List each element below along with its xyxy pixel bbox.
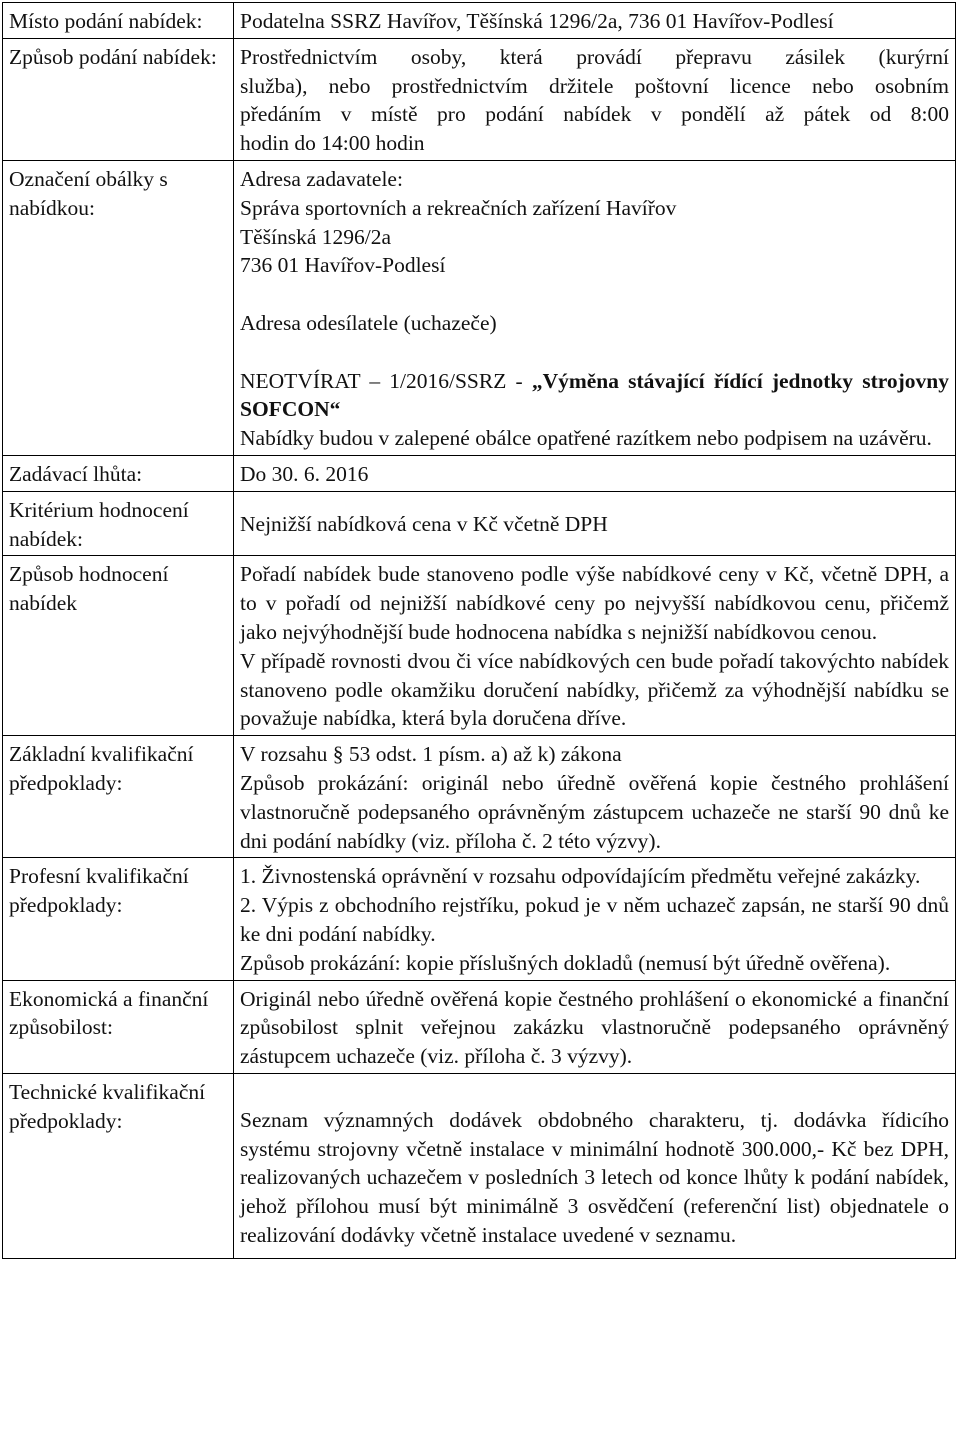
value-zpusob-hodnoceni [234,556,956,736]
spacer [240,280,949,309]
label-misto-podani: Místo podání nabídek: [3,3,234,39]
value-zakladni-kvalifikace [234,736,956,858]
value-ekonomicka-zpusobilost [234,980,956,1073]
value-kriterium: Nejnižší nabídková cena v Kč včetně DPH [234,491,956,556]
paragraph: 2. Výpis z obchodního rejstříku, pokud je v něm uchazeč zapsán, ne starší 90 dnů ke dni podání nabídky. [240,893,949,946]
value-technicke-kvalifikace [234,1073,956,1258]
table-row [3,3,956,39]
seal-note: Nabídky budou v zalepené obálce opatřené razítkem nebo podpisem na uzávěru. [240,426,932,451]
text-line: hodin do 14:00 hodin [240,131,425,156]
text-line: předáním v místě pro podání nabídek v pondělí až pátek od 8:00 [240,102,949,127]
paragraph: Seznam významných dodávek obdobného charakteru, tj. dodávka řídicího systému strojovny včetně instalace v minimální hodnotě 300.000,- Kč bez DPH, realizovaných uchazečem v posledních 3 letech od konce lhůty k podání nabídek, jehož přílohou musí být minimálně 3 osvědčení (referenční list) objednatele o realizování dodávky včetně instalace uvedené v seznamu. [240,1107,949,1248]
table-row [3,556,956,736]
label-oznaceni-obalky: Označení obálky s nabídkou: [3,160,234,455]
paragraph: V případě rovnosti dvou či více nabídkových cen bude pořadí takovýchto nabídek stanoveno podle okamžiku doručení nabídky, přičemž za výhodnější nabídku se považuje nabídka, která byla doručena dříve. [240,648,949,731]
table-row [3,980,956,1073]
text-line: Prostřednictvím osoby, která provádí přepravu zásilek (kurýrní [240,44,949,69]
label-zpusob-hodnoceni: Způsob hodnocení nabídek [3,556,234,736]
paragraph: Originál nebo úředně ověřená kopie čestného prohlášení o ekonomické a finanční způsobilost splnit veřejnou zakázku vlastnoručně podepsaného oprávněný zástupcem uchazeče (viz. příloha č. 3 výzvy). [240,986,949,1069]
label-profesni-kvalifikace: Profesní kvalifikační předpoklady: [3,858,234,980]
value-zpusob-podani [234,38,956,160]
text-line: služba), nebo prostřednictvím držitele poštovní licence nebo osobním [240,73,949,98]
sender-line: Adresa odesílatele (uchazeče) [240,310,497,335]
paragraph: 1. Živnostenská oprávnění v rozsahu odpovídajícím předmětu veřejné zakázky. [240,864,921,889]
neotvirat-prefix: NEOTVÍRAT – 1/2016/SSRZ - [240,368,532,393]
address-line: 736 01 Havířov-Podlesí [240,253,446,278]
table-row [3,858,956,980]
label-zakladni-kvalifikace: Základní kvalifikační předpoklady: [3,736,234,858]
table-row [3,1073,956,1258]
value-zadavaci-lhuta: Do 30. 6. 2016 [234,455,956,491]
address-line: Správa sportovních a rekreačních zařízení Havířov [240,195,677,220]
table-row [3,736,956,858]
label-zpusob-podani: Způsob podání nabídek: [3,38,234,160]
address-line: Těšínská 1296/2a [240,224,392,249]
value-oznaceni-obalky [234,160,956,455]
tender-title: „Výměna stávající řídící jednotky strojovny SOFCON“ [240,368,949,422]
label-zadavaci-lhuta: Zadávací lhůta: [3,455,234,491]
label-kriterium: Kritérium hodnocení nabídek: [3,491,234,556]
spacer [240,338,949,367]
label-technicke-kvalifikace: Technické kvalifikační předpoklady: [3,1073,234,1258]
tender-info-table [2,2,956,1259]
table-row [3,38,956,160]
neotvirat-line [240,367,949,425]
value-profesni-kvalifikace [234,858,956,980]
paragraph: Způsob prokázání: originál nebo úředně ověřená kopie čestného prohlášení vlastnoručně podepsaného oprávněným zástupcem uchazeče ne starší 90 dnů ke dni podání nabídky (viz. příloha č. 2 této výzvy). [240,770,949,853]
table-row [3,160,956,455]
paragraph: Způsob prokázání: kopie příslušných dokladů (nemusí být úředně ověřena). [240,950,891,975]
paragraph: Pořadí nabídek bude stanoveno podle výše nabídkové ceny v Kč, včetně DPH, a to v pořadí od nejnižší nabídkové ceny po nejvyšší nabídkovou cenu, přičemž jako nejvýhodnější bude hodnocena nabídka s nejnižší nabídkovou cenou. [240,562,949,644]
table-row [3,491,956,556]
paragraph: V rozsahu § 53 odst. 1 písm. a) až k) zákona [240,742,622,767]
value-misto-podani: Podatelna SSRZ Havířov, Těšínská 1296/2a, 736 01 Havířov-Podlesí [234,3,956,39]
label-ekonomicka-zpusobilost: Ekonomická a finanční způsobilost: [3,980,234,1073]
address-line: Adresa zadavatele: [240,166,403,191]
table-row [3,455,956,491]
